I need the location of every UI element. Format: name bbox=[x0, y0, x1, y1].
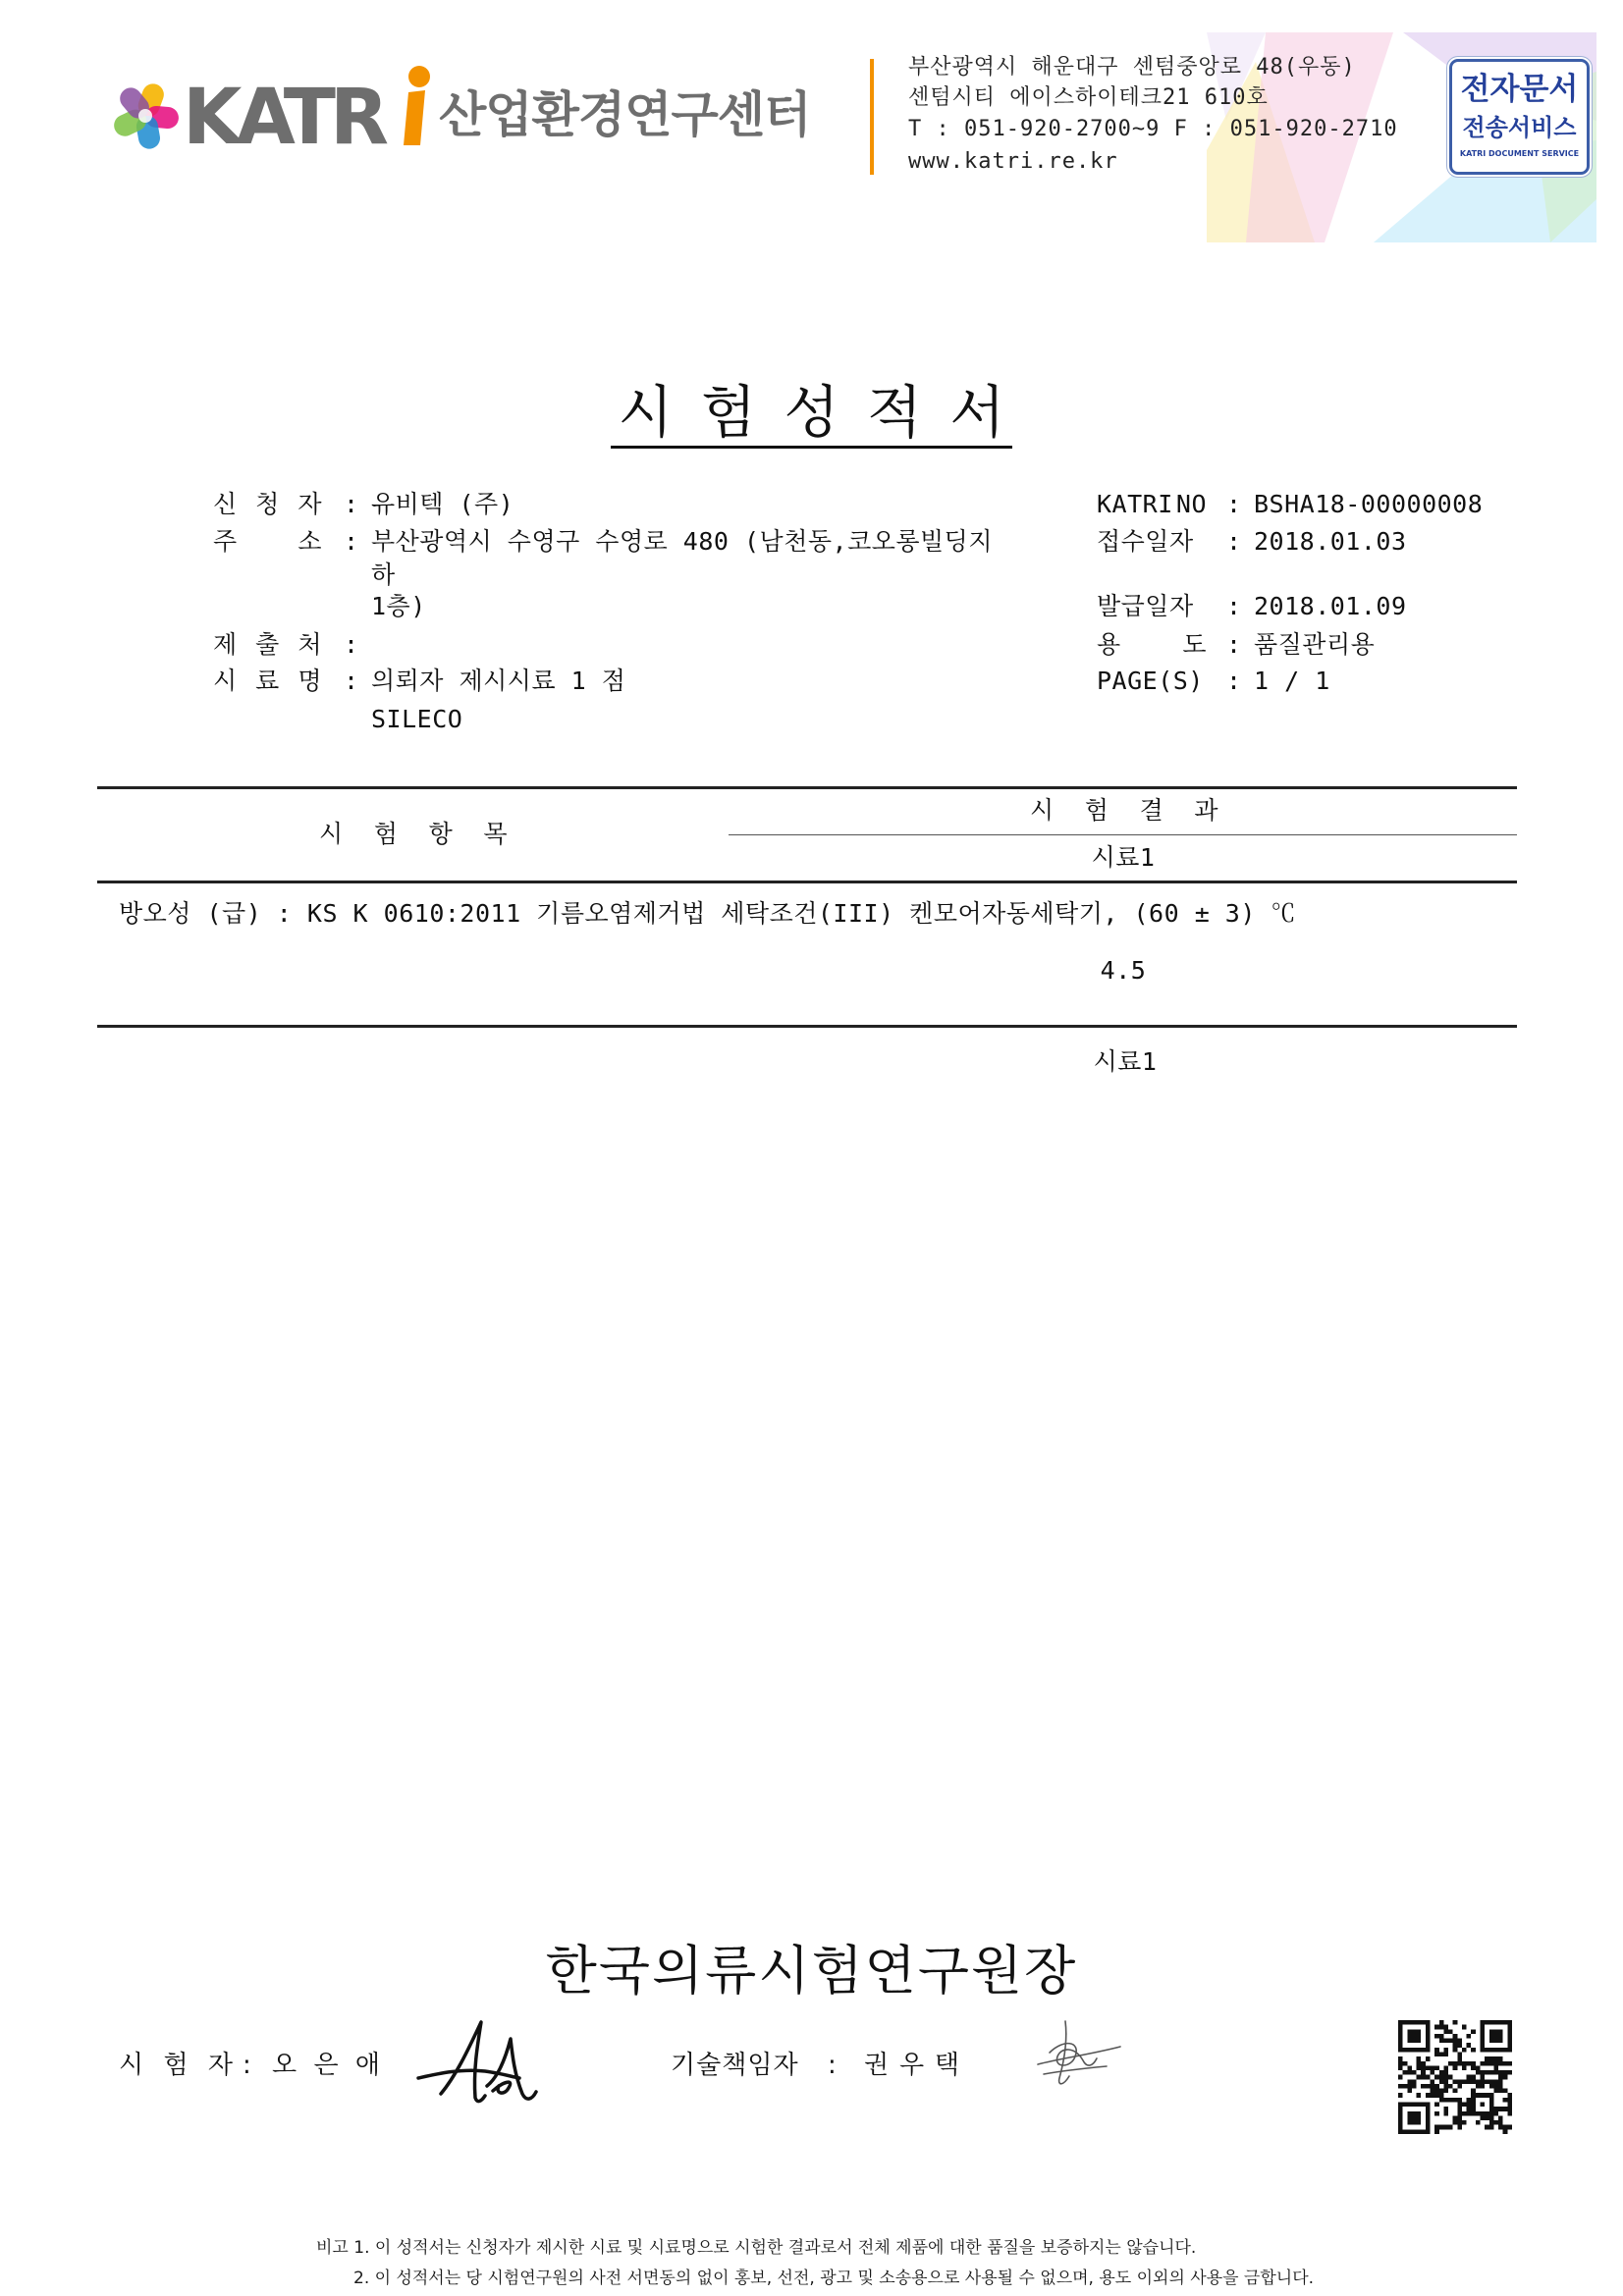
column-header-test-result-glyph: 과 bbox=[1194, 796, 1218, 825]
katri-no-value: BSHA18-00000008 bbox=[1254, 490, 1484, 518]
column-header-test-result-glyph: 험 bbox=[1084, 796, 1109, 825]
received-date-label bbox=[1097, 527, 1207, 557]
submitter-label bbox=[213, 630, 322, 660]
signature-stroke bbox=[1044, 2066, 1107, 2074]
table-header-inner-rule bbox=[729, 834, 1517, 835]
column-header-sample: 시료1 bbox=[1091, 843, 1156, 872]
katri-no-label-glyph: NO bbox=[1175, 490, 1207, 518]
purpose-label bbox=[1097, 630, 1207, 660]
column-header-test-result-glyph: 결 bbox=[1139, 796, 1164, 825]
issued-date-label bbox=[1097, 592, 1207, 621]
column-header-test-result-glyph: 시 bbox=[1030, 796, 1055, 825]
tester-name-glyph: 애 bbox=[354, 2051, 380, 2080]
qr-code bbox=[1398, 2020, 1512, 2134]
info-separator: : bbox=[344, 527, 359, 556]
logo-i-dot bbox=[408, 66, 430, 87]
tester-name-glyph: 은 bbox=[313, 2051, 339, 2080]
technical-manager-name-glyph: 권 bbox=[864, 2051, 890, 2080]
tester-name-glyph: 오 bbox=[272, 2051, 298, 2080]
column-header-test-item bbox=[319, 820, 508, 849]
logo-flower-icon bbox=[108, 77, 183, 155]
purpose-value: 품질관리용 bbox=[1254, 630, 1376, 659]
badge-line1: 전자문서 bbox=[1460, 72, 1579, 107]
technical-manager-name bbox=[864, 2051, 959, 2080]
submitter-label-glyph: 출 bbox=[255, 630, 280, 659]
pages-label-glyph: PAGE(S) bbox=[1097, 667, 1204, 695]
address-label-glyph: 소 bbox=[298, 527, 322, 556]
address-label bbox=[213, 527, 322, 557]
badge-line3: KATRI DOCUMENT SERVICE bbox=[1459, 149, 1580, 158]
badge-line2: 전송서비스 bbox=[1462, 114, 1577, 141]
table-row-result: 4.5 bbox=[1100, 956, 1147, 985]
sample-name-value-line: 의뢰자 제시시료 1 점 bbox=[371, 667, 626, 695]
address-value-line: 1층) bbox=[371, 592, 426, 620]
signer-separator: : bbox=[828, 2051, 837, 2080]
issued-date-value: 2018.01.09 bbox=[1254, 592, 1407, 620]
info-separator: : bbox=[1226, 527, 1242, 556]
pages-value: 1 / 1 bbox=[1254, 667, 1330, 695]
issued-date-label-glyph: 발급일자 bbox=[1097, 592, 1194, 620]
logo-i-mark bbox=[398, 63, 433, 147]
sample-name-label-glyph: 명 bbox=[298, 667, 322, 695]
address-value-line: 하 bbox=[371, 561, 396, 589]
signature-stroke bbox=[1050, 2044, 1097, 2065]
signature-stroke bbox=[493, 2082, 511, 2093]
address-line: 부산광역시 해운대구 센텀중앙로 48(우동) bbox=[908, 55, 1356, 80]
address-value-line: 부산광역시 수영구 수영로 480 (남천동,코오롱빌딩지 bbox=[371, 527, 993, 556]
tester-label-glyph: 험 bbox=[163, 2051, 189, 2080]
sample-name-label bbox=[213, 667, 322, 696]
tester-label-glyph: 자 bbox=[207, 2051, 233, 2080]
purpose-label-glyph: 도 bbox=[1182, 630, 1207, 659]
applicant-label-glyph: 신 bbox=[213, 490, 238, 518]
tester-name bbox=[272, 2051, 380, 2080]
footnote-1: 비고 1. 이 성적서는 신청자가 제시한 시료 및 시료명으로 시험한 결과로서 전체 제품에 대한 품질을 보증하지는 않습니다. bbox=[316, 2238, 1197, 2258]
column-header-test-item-glyph: 험 bbox=[373, 820, 399, 848]
info-separator: : bbox=[1226, 490, 1242, 518]
received-date-value: 2018.01.03 bbox=[1254, 527, 1407, 556]
katri-no-label-glyph: KATRI bbox=[1097, 490, 1173, 518]
logo-wordmark-letters: KATR bbox=[183, 74, 384, 162]
applicant-label-glyph: 자 bbox=[298, 490, 322, 518]
katri-no-label bbox=[1097, 490, 1207, 519]
footnote-2: 2. 이 성적서는 당 시험연구원의 사전 서면동의 없이 홍보, 선전, 광고 및 소송용으로 사용될 수 없으며, 용도 이외의 사용을 금합니다. bbox=[353, 2269, 1315, 2288]
info-separator: : bbox=[344, 630, 359, 659]
pages-label bbox=[1097, 667, 1207, 696]
issuer-name: 한국의류시험연구원장 bbox=[545, 1940, 1078, 2002]
sample-name-value-line: SILECO bbox=[371, 705, 463, 733]
table-bottom-rule bbox=[97, 1025, 1517, 1028]
logo-org-name: 산업환경연구센터 bbox=[439, 86, 811, 143]
title-wrapper bbox=[0, 379, 1623, 449]
tester-label-glyph: 시 bbox=[119, 2051, 144, 2080]
column-header-test-item-glyph: 시 bbox=[319, 820, 344, 848]
table-top-rule bbox=[97, 786, 1517, 789]
table-footer-sample: 시료1 bbox=[1093, 1047, 1158, 1076]
signature-stroke bbox=[441, 2022, 485, 2102]
sample-name-label-glyph: 료 bbox=[255, 667, 280, 695]
address-line: 센텀시티 에이스하이테크21 610호 bbox=[908, 85, 1269, 110]
logo-i-stem bbox=[404, 90, 425, 145]
e-document-badge bbox=[1449, 59, 1590, 175]
applicant-value: 유비텍 (주) bbox=[371, 490, 514, 518]
address-label-glyph: 주 bbox=[213, 527, 238, 556]
tester-signature bbox=[416, 2017, 540, 2108]
column-header-test-result bbox=[1030, 796, 1218, 826]
column-header-test-item-glyph: 목 bbox=[483, 820, 508, 848]
submitter-label-glyph: 처 bbox=[298, 630, 322, 659]
sample-name-label-glyph: 시 bbox=[213, 667, 238, 695]
technical-manager-label: 기술책임자 bbox=[671, 2051, 799, 2080]
applicant-label bbox=[213, 490, 322, 519]
info-separator: : bbox=[1226, 630, 1242, 659]
table-row-test-item: 방오성 (급) : KS K 0610:2011 기름오염제거법 세탁조건(III) 켄모어자동세탁기, (60 ± 3) ℃ bbox=[119, 899, 1296, 928]
contact-phone-fax: T : 051-920-2700~9 F : 051-920-2710 bbox=[908, 117, 1398, 141]
technical-manager-name-glyph: 택 bbox=[934, 2051, 959, 2080]
received-date-label-glyph: 접수일자 bbox=[1097, 527, 1194, 556]
signature-stroke bbox=[418, 2070, 519, 2078]
table-header-rule bbox=[97, 881, 1517, 883]
technical-manager-name-glyph: 우 bbox=[898, 2051, 925, 2080]
submitter-label-glyph: 제 bbox=[213, 630, 238, 659]
column-header-test-item-glyph: 항 bbox=[428, 820, 454, 848]
tester-label bbox=[119, 2051, 233, 2080]
website-url: www.katri.re.kr bbox=[908, 149, 1118, 174]
technical-manager-signature bbox=[1036, 2017, 1122, 2094]
signer-separator: : bbox=[243, 2051, 251, 2080]
purpose-label-glyph: 용 bbox=[1097, 630, 1121, 659]
page-title: 시 험 성 적 서 bbox=[611, 379, 1013, 449]
logo-center bbox=[138, 109, 152, 123]
applicant-label-glyph: 청 bbox=[255, 490, 280, 518]
info-separator: : bbox=[1226, 592, 1242, 620]
info-separator: : bbox=[344, 667, 359, 695]
info-separator: : bbox=[1226, 667, 1242, 695]
header-divider bbox=[870, 59, 874, 175]
info-separator: : bbox=[344, 490, 359, 518]
